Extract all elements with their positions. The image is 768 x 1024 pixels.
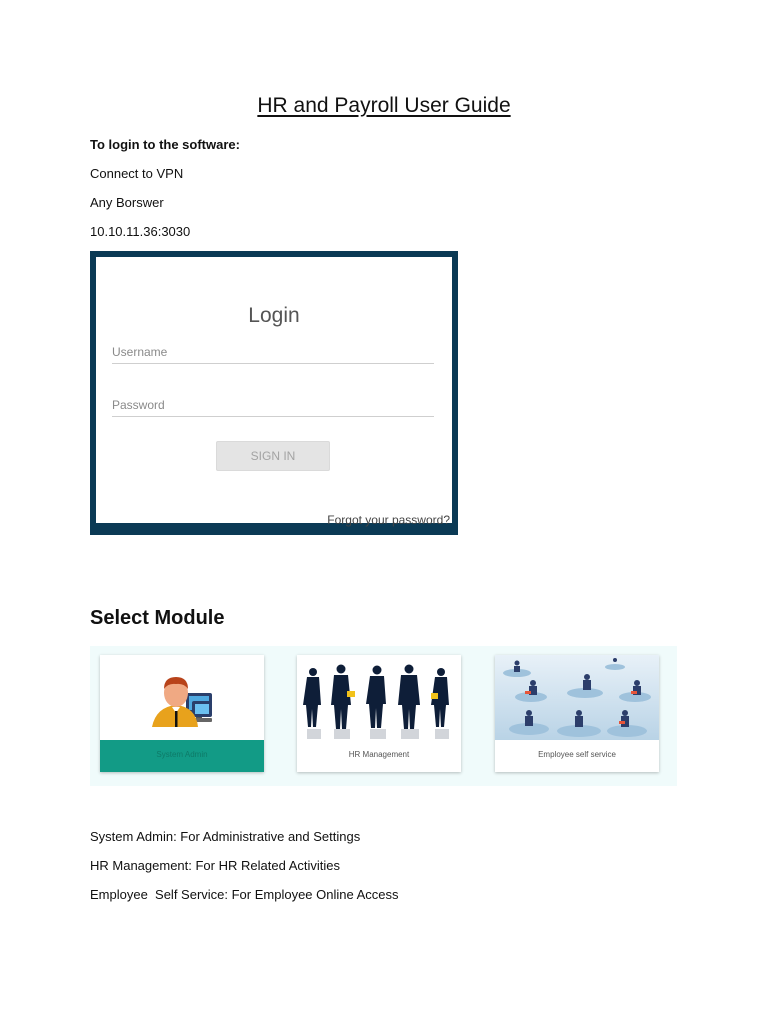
module-panel xyxy=(90,646,677,786)
cloud-workers-icon xyxy=(495,655,659,740)
password-input[interactable] xyxy=(112,394,434,417)
step-browser: Any Borswer xyxy=(90,195,164,210)
description-system-admin: System Admin: For Administrative and Settings xyxy=(90,829,361,844)
login-heading: Login xyxy=(248,304,300,327)
document-title: HR and Payroll User Guide xyxy=(257,94,511,117)
system-admin-icon xyxy=(100,655,264,740)
sign-in-button[interactable]: SIGN IN xyxy=(216,441,330,471)
forgot-password-link[interactable]: Forgot your password? xyxy=(327,513,450,527)
module-card-system-admin[interactable] xyxy=(100,655,264,772)
description-hr-management: HR Management: For HR Related Activities xyxy=(90,858,340,873)
step-vpn: Connect to VPN xyxy=(90,166,184,181)
description-employee-self-service: Employee Self Service: For Employee Online Access xyxy=(90,887,399,902)
business-people-icon xyxy=(297,655,461,740)
module-card-hr-management[interactable] xyxy=(297,655,461,772)
username-input[interactable] xyxy=(112,341,434,364)
step-address: 10.10.11.36:3030 xyxy=(90,224,191,239)
module-label-employee-self-service: Employee self service xyxy=(538,750,616,759)
login-instructions-heading: To login to the software: xyxy=(90,137,240,152)
login-screenshot xyxy=(90,251,458,535)
module-card-employee-self-service[interactable] xyxy=(495,655,659,772)
module-label-system-admin: System Admin xyxy=(100,740,264,772)
login-card xyxy=(96,257,452,527)
select-module-title: Select Module xyxy=(90,607,225,629)
module-label-hr-management: HR Management xyxy=(348,750,410,759)
